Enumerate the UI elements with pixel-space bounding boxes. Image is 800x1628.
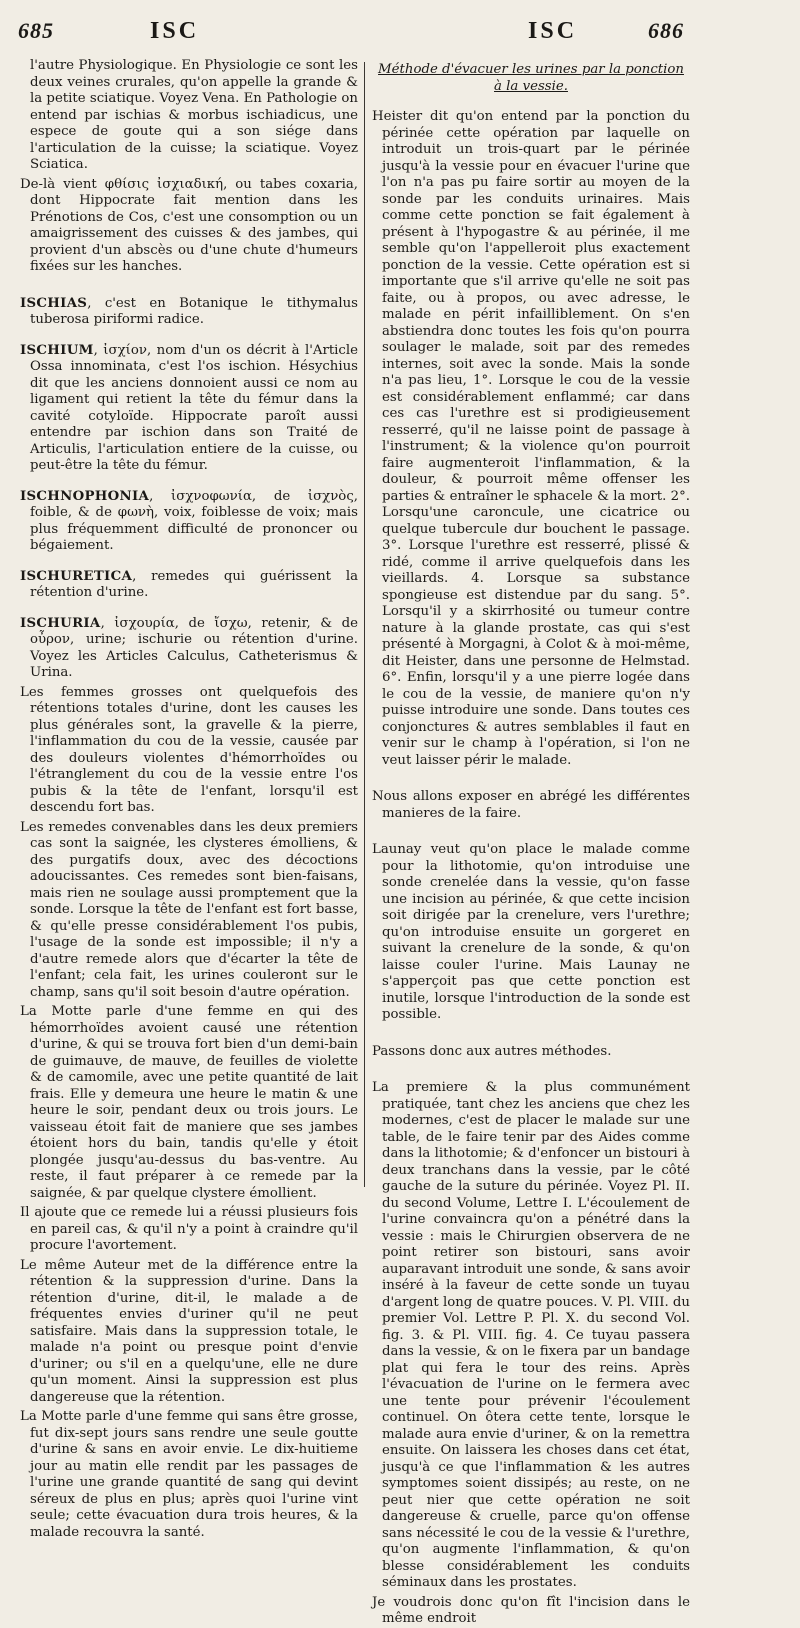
- paragraph: [20, 616, 358, 682]
- paragraph-text: La Motte parle d'une femme qui sans être grosse, fut dix-sept jours sans rendre une seule goutte d'urine & sans en avoir envie. Le dix-huitieme jour au matin elle rendit par les passages de l'urine une grande quantité de sang qui devint séreux de plus en plus; après quoi l'urine vint seule; cette évacuation dura trois heures, & la malade recouvra la santé.: [20, 1409, 358, 1540]
- paragraph: [372, 1595, 690, 1628]
- entry-headword: ISCHURETICA: [20, 568, 133, 584]
- page-number-left: 685: [18, 18, 54, 43]
- paragraph: [20, 820, 358, 1002]
- entry-headword: ISCHIUM: [20, 342, 94, 358]
- paragraph-text: De-là vient φθίσις ἰσχιαδική, ou tabes coxaria, dont Hippocrate fait mention dans les Prénotions de Cos, c'est une consomption ou un amaigrissement des cuisses & des jambes, qui provient d'un abscès ou d'une chute d'humeurs fixées sur les hanches.: [20, 176, 358, 274]
- right-column: [372, 58, 690, 1626]
- column-divider: [364, 62, 365, 1187]
- section-subtitle: Méthode d'évacuer les urines par la ponction à la vessie.: [378, 62, 684, 94]
- paragraph-text: Les femmes grosses ont quelquefois des rétentions totales d'urine, dont les causes les plus générales sont, la gravelle & la pierre, l'inflammation du cou de la vessie, causée par des douleurs violentes d'hémorrhoïdes ou l'étranglement du cou de la vessie entre l'os pubis & la tête de l'enfant, lorsqu'il est descendu fort bas.: [20, 684, 358, 815]
- paragraph: [372, 1044, 690, 1061]
- paragraph: [372, 1080, 690, 1592]
- paragraph-text: , ἰσχουρία, de ἴσχω, retenir, & de οὖρον, urine; ischurie ou rétention d'urine. Voyez les Articles Calculus, Catheterismus & Urina.: [30, 615, 358, 680]
- paragraph-text: , remedes qui guérissent la rétention d'urine.: [30, 568, 358, 600]
- paragraph-text: , ἰσχνοφωνία, de ἰσχνὸς, foible, & de φωνὴ, voix, foiblesse de voix; mais plus fréquemment difficulté de prononcer ou bégaiement.: [30, 488, 358, 553]
- paragraph: [20, 1205, 358, 1255]
- running-headword-left: ISC: [150, 18, 200, 44]
- paragraph-text: l'autre Physiologique. En Physiologie ce sont les deux veines crurales, qu'on appelle la grande & la petite sciatique. Voyez Vena. En Pathologie on entend par ischias & morbus ischiadicus, une espece de goute qui a son siége dans l'articulation de la cuisse; la sciatique. Voyez Sciatica.: [30, 58, 358, 172]
- paragraph-text: Je voudrois donc qu'on fît l'incision dans le même endroit: [372, 1594, 690, 1626]
- paragraph: [20, 489, 358, 555]
- running-headword-right: ISC: [528, 18, 578, 44]
- paragraph-text: Passons donc aux autres méthodes.: [372, 1043, 612, 1059]
- paragraph: [20, 58, 358, 174]
- paragraph-text: , ἰσχίον, nom d'un os décrit à l'Article Ossa innominata, c'est l'os ischion. Hésychius dit que les anciens donnoient aussi ce nom au ligament qui retient la tête du fémur dans la cavité cotyloïde. Hippocrate paroît aussi entendre par ischion dans son Traité de Articulis, l'articulation entiere de la cuisse, ou peut-être la tête du fémur.: [30, 342, 358, 473]
- paragraph-text: La Motte parle d'une femme en qui des hémorrhoïdes avoient causé une rétention d'urine, & qui se trouva fort bien d'un demi-bain de guimauve, de mauve, de feuilles de violette & de camomile, avec une petite quantité de lait frais. Elle y demeura une heure le matin & une heure le soir, pendant deux ou trois jours. Le vaisseau étoit fait de maniere que ses jambes étoient hors du bain, tandis qu'elle y étoit plongée jusqu'au-dessus du bas-ventre. Au reste, il faut préparer à ce remede par la saignée, & par quelque clystere émollient.: [20, 1004, 358, 1201]
- paragraph-text: Les remedes convenables dans les deux premiers cas sont la saignée, les clysteres émolliens, & des purgatifs doux, avec des décoctions adoucissantes. Ces remedes sont bien-faisans, mais rien ne soulage aussi promptement que la sonde. Lorsque la tête de l'enfant est fort basse, & qu'elle presse considérablement l'os pubis, l'usage de la sonde est impossible; il n'y a d'autre remede alors que d'écarter la tête de l'enfant; cela fait, les urines couleront sur le champ, sans qu'il soit besoin d'autre opération.: [20, 819, 358, 1000]
- paragraph: [372, 789, 690, 822]
- paragraph-text: Il ajoute que ce remede lui a réussi plusieurs fois en pareil cas, & qu'il n'y a point à craindre qu'il procure l'avortement.: [20, 1205, 358, 1253]
- paragraph: [20, 1258, 358, 1407]
- paragraph: [20, 685, 358, 817]
- paragraph: [372, 109, 690, 769]
- paragraph: [20, 343, 358, 475]
- paragraph: [20, 177, 358, 276]
- paragraph-text: Nous allons exposer en abrégé les différentes manieres de la faire.: [372, 789, 690, 821]
- entry-headword: ISCHIAS: [20, 295, 88, 311]
- left-column: [20, 58, 358, 1540]
- paragraph: [20, 1409, 358, 1541]
- paragraph-text: , c'est en Botanique le tithymalus tuberosa piriformi radice.: [30, 295, 358, 327]
- entry-headword: ISCHNOPHONIA: [20, 488, 150, 504]
- running-header: [0, 18, 800, 58]
- paragraph-text: Le même Auteur met de la différence entre la rétention & la suppression d'urine. Dans la rétention d'urine, dit-il, le malade a de fréquentes envies d'uriner qu'il ne peut satisfaire. Mais dans la suppression totale, le malade n'a point ou presque point d'envie d'uriner; ou s'il en a quelqu'une, elle ne dure qu'un moment. Ainsi la suppression est plus dangereuse que la rétention.: [20, 1257, 358, 1405]
- paragraph-text: La premiere & la plus communément pratiquée, tant chez les anciens que chez les modernes, c'est de placer le malade sur une table, de le faire tenir par des Aides comme dans la lithotomie; & d'enfoncer un bistouri à deux tranchans dans la vessie, par le côté gauche de la suture du périnée. Voyez Pl. II. du second Volume, Lettre I. L'écoulement de l'urine convaincra qu'on a pénétré dans la vessie : mais le Chirurgien observera de ne point retirer son bistouri, sans avoir auparavant introduit une sonde, & sans avoir inséré à la faveur de cette sonde un tuyau d'argent long de quatre pouces. V. Pl. VIII. du premier Vol. Lettre P. Pl. X. du second Vol. fig. 3. & Pl. VIII. fig. 4. Ce tuyau passera dans la vessie, & on le fixera par un bandage plat qui fera le tour des reins. Après l'évacuation de l'urine on le fermera avec une tente pour prévenir l'écoulement continuel. On ôtera cette tente, lorsque le malade aura envie d'uriner, & on la remettra ensuite. On laissera les choses dans cet état, jusqu'à ce que l'inflammation & les autres symptomes soient dissipés; au reste, on ne peut nier que cette opération ne soit dangereuse & cruelle, parce qu'on offense sans nécessité le cou de la vessie & l'urethre, qu'on augmente l'inflammation, & qu'on blesse considérablement les conduits séminaux dans les prostates.: [372, 1080, 690, 1590]
- paragraph-text: Heister dit qu'on entend par la ponction du périnée cette opération par laquelle on introduit un trois-quart par le périnée jusqu'à la vessie pour en évacuer l'urine que l'on n'a pas pu faire sortir au moyen de la sonde par les conduits urinaires. Mais comme cette ponction se fait également à présent à l'hypogastre & au périnée, il me semble qu'on l'appelleroit plus exactement ponction de la vessie. Cette opération est si importante que s'il arrive qu'elle ne soit pas faite, ou à propos, ou avec adresse, le malade en périt infailliblement. On s'en abstiendra donc toutes les fois qu'on pourra soulager le malade, soit par des remedes internes, soit avec la sonde. Mais la sonde n'a pas lieu, 1°. Lorsque le cou de la vessie est considérablement enflammé; car dans ces cas l'urethre est si prodigieusement resserré, qu'il ne laisse point de passage à l'instrument; & la violence qu'on pourroit faire augmenteroit l'inflammation, & la douleur, & pourroit même offenser les parties & entraîner le sphacele & la mort. 2°. Lorsqu'une caroncule, une cicatrice ou quelque tubercule dur bouchent le passage. 3°. Lorsque l'urethre est resserré, plissé & ridé, comme il arrive quelquefois dans les vieillards. 4. Lorsque sa substance spongieuse est distendue par du sang. 5°. Lorsqu'il y a skirrhosité ou tumeur contre nature à la glande prostate, cas qui s'est présenté à Morgagni, à Colot & à moi-même, dit Heister, dans une personne de Helmstad. 6°. Enfin, lorsqu'il y a une pierre logée dans le cou de la vessie, de maniere qu'on n'y puisse introduire une sonde. Dans toutes ces conjonctures & autres semblables il faut en venir sur le champ à l'opération, si l'on ne veut laisser périr le malade.: [372, 109, 690, 768]
- paragraph: [20, 1004, 358, 1202]
- paragraph: [20, 296, 358, 329]
- entry-headword: ISCHURIA: [20, 615, 101, 631]
- paragraph-text: Launay veut qu'on place le malade comme pour la lithotomie, qu'on introduise une sonde crenelée dans la vessie, qu'on fasse une incision au périnée, & que cette incision soit dirigée par la crenelure, vers l'urethre; qu'on introduise ensuite un gorgeret en suivant la crenelure de la sonde, & qu'on laisse couler l'urine. Mais Launay ne s'apperçoit pas que cette ponction est inutile, lorsque l'introduction de la sonde est possible.: [372, 842, 690, 1022]
- page-number-right: 686: [648, 18, 684, 43]
- paragraph: [372, 842, 690, 1024]
- paragraph: [20, 569, 358, 602]
